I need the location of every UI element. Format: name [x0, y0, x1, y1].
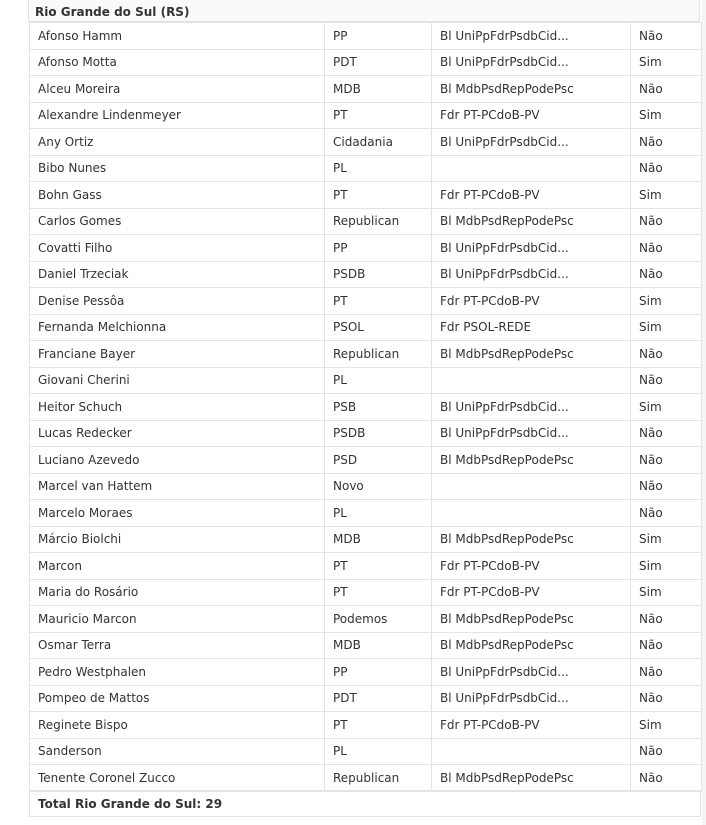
- bloc-cell: Bl MdbPsdRepPodePsc: [432, 765, 631, 792]
- bloc-cell: Fdr PT-PCdoB-PV: [432, 288, 631, 315]
- party-cell: PT: [325, 712, 432, 739]
- vote-cell: Sim: [631, 182, 702, 209]
- deputy-name-cell: Covatti Filho: [30, 235, 325, 262]
- deputy-name-cell: Tenente Coronel Zucco: [30, 765, 325, 792]
- vote-cell: Não: [631, 632, 702, 659]
- vote-cell: Não: [631, 765, 702, 792]
- party-cell: PL: [325, 738, 432, 765]
- bloc-cell: [432, 367, 631, 394]
- state-total: Total Rio Grande do Sul: 29: [29, 790, 701, 817]
- table-row: [30, 526, 702, 553]
- bloc-cell: Fdr PSOL-REDE: [432, 314, 631, 341]
- table-row: [30, 579, 702, 606]
- table-row: [30, 765, 702, 792]
- bloc-cell: Bl UniPpFdrPsdbCid...: [432, 261, 631, 288]
- table-row: [30, 367, 702, 394]
- bloc-cell: Bl UniPpFdrPsdbCid...: [432, 685, 631, 712]
- table-row: [30, 288, 702, 315]
- table-row: [30, 394, 702, 421]
- party-cell: PSB: [325, 394, 432, 421]
- table-row: [30, 712, 702, 739]
- vote-cell: Não: [631, 447, 702, 474]
- vote-cell: Sim: [631, 49, 702, 76]
- deputy-name-cell: Maria do Rosário: [30, 579, 325, 606]
- vote-cell: Sim: [631, 394, 702, 421]
- deputy-name-cell: Afonso Hamm: [30, 23, 325, 50]
- vote-cell: Sim: [631, 712, 702, 739]
- vote-cell: Não: [631, 659, 702, 686]
- deputy-name-cell: Heitor Schuch: [30, 394, 325, 421]
- bloc-cell: Bl MdbPsdRepPodePsc: [432, 208, 631, 235]
- table-row: [30, 155, 702, 182]
- party-cell: Republican: [325, 341, 432, 368]
- table-row: [30, 685, 702, 712]
- table-row: [30, 447, 702, 474]
- party-cell: Cidadania: [325, 129, 432, 156]
- deputy-name-cell: Osmar Terra: [30, 632, 325, 659]
- vote-cell: Não: [631, 500, 702, 527]
- bloc-cell: Bl UniPpFdrPsdbCid...: [432, 23, 631, 50]
- vote-cell: Não: [631, 685, 702, 712]
- vote-cell: Não: [631, 606, 702, 633]
- party-cell: PL: [325, 500, 432, 527]
- bloc-cell: [432, 500, 631, 527]
- party-cell: Republican: [325, 208, 432, 235]
- deputy-name-cell: Luciano Azevedo: [30, 447, 325, 474]
- bloc-cell: [432, 473, 631, 500]
- deputy-name-cell: Lucas Redecker: [30, 420, 325, 447]
- vote-cell: Não: [631, 473, 702, 500]
- deputy-name-cell: Any Ortiz: [30, 129, 325, 156]
- deputy-name-cell: Daniel Trzeciak: [30, 261, 325, 288]
- table-row: [30, 129, 702, 156]
- table-row: [30, 182, 702, 209]
- deputy-name-cell: Denise Pessôa: [30, 288, 325, 315]
- party-cell: PL: [325, 367, 432, 394]
- deputy-name-cell: Fernanda Melchionna: [30, 314, 325, 341]
- vote-cell: Não: [631, 261, 702, 288]
- party-cell: PT: [325, 553, 432, 580]
- deputy-name-cell: Carlos Gomes: [30, 208, 325, 235]
- vote-cell: Não: [631, 235, 702, 262]
- deputy-name-cell: Alceu Moreira: [30, 76, 325, 103]
- bloc-cell: Bl MdbPsdRepPodePsc: [432, 606, 631, 633]
- bloc-cell: Bl UniPpFdrPsdbCid...: [432, 49, 631, 76]
- table-row: [30, 261, 702, 288]
- table-row: [30, 102, 702, 129]
- party-cell: PT: [325, 579, 432, 606]
- table-row: [30, 235, 702, 262]
- table-row: [30, 606, 702, 633]
- party-cell: Podemos: [325, 606, 432, 633]
- party-cell: PDT: [325, 49, 432, 76]
- deputy-name-cell: Afonso Motta: [30, 49, 325, 76]
- deputy-name-cell: Franciane Bayer: [30, 341, 325, 368]
- party-cell: MDB: [325, 632, 432, 659]
- bloc-cell: Bl MdbPsdRepPodePsc: [432, 632, 631, 659]
- deputy-name-cell: Reginete Bispo: [30, 712, 325, 739]
- party-cell: PSDB: [325, 420, 432, 447]
- deputy-name-cell: Bohn Gass: [30, 182, 325, 209]
- vote-cell: Não: [631, 420, 702, 447]
- party-cell: PDT: [325, 685, 432, 712]
- party-cell: PSD: [325, 447, 432, 474]
- table-row: [30, 420, 702, 447]
- bloc-cell: Bl UniPpFdrPsdbCid...: [432, 420, 631, 447]
- party-cell: Novo: [325, 473, 432, 500]
- party-cell: PSDB: [325, 261, 432, 288]
- party-cell: PP: [325, 23, 432, 50]
- party-cell: PT: [325, 102, 432, 129]
- deputy-name-cell: Pompeo de Mattos: [30, 685, 325, 712]
- table-row: [30, 659, 702, 686]
- table-row: [30, 738, 702, 765]
- deputy-name-cell: Alexandre Lindenmeyer: [30, 102, 325, 129]
- party-cell: PSOL: [325, 314, 432, 341]
- bloc-cell: Fdr PT-PCdoB-PV: [432, 553, 631, 580]
- deputies-votes-table: [29, 22, 702, 792]
- bloc-cell: Bl UniPpFdrPsdbCid...: [432, 129, 631, 156]
- vote-cell: Não: [631, 155, 702, 182]
- bloc-cell: Bl MdbPsdRepPodePsc: [432, 76, 631, 103]
- deputy-name-cell: Marcelo Moraes: [30, 500, 325, 527]
- vote-cell: Sim: [631, 314, 702, 341]
- bloc-cell: [432, 738, 631, 765]
- party-cell: PP: [325, 235, 432, 262]
- vote-cell: Sim: [631, 288, 702, 315]
- table-row: [30, 341, 702, 368]
- vote-cell: Sim: [631, 553, 702, 580]
- table-row: [30, 553, 702, 580]
- bloc-cell: Fdr PT-PCdoB-PV: [432, 712, 631, 739]
- vote-cell: Não: [631, 367, 702, 394]
- party-cell: MDB: [325, 526, 432, 553]
- table-row: [30, 208, 702, 235]
- vote-cell: Sim: [631, 102, 702, 129]
- vote-cell: Não: [631, 129, 702, 156]
- deputy-name-cell: Mauricio Marcon: [30, 606, 325, 633]
- vote-cell: Não: [631, 208, 702, 235]
- table-row: [30, 473, 702, 500]
- vote-cell: Não: [631, 341, 702, 368]
- deputy-name-cell: Marcon: [30, 553, 325, 580]
- table-row: [30, 49, 702, 76]
- bloc-cell: [432, 155, 631, 182]
- deputy-name-cell: Sanderson: [30, 738, 325, 765]
- bloc-cell: Bl UniPpFdrPsdbCid...: [432, 659, 631, 686]
- deputies-table-body: [30, 23, 702, 792]
- table-row: [30, 76, 702, 103]
- party-cell: MDB: [325, 76, 432, 103]
- bloc-cell: Bl UniPpFdrPsdbCid...: [432, 394, 631, 421]
- deputy-name-cell: Bibo Nunes: [30, 155, 325, 182]
- party-cell: PT: [325, 288, 432, 315]
- deputy-name-cell: Pedro Westphalen: [30, 659, 325, 686]
- vote-cell: Não: [631, 76, 702, 103]
- table-row: [30, 632, 702, 659]
- bloc-cell: Bl MdbPsdRepPodePsc: [432, 447, 631, 474]
- vote-cell: Não: [631, 738, 702, 765]
- party-cell: Republican: [325, 765, 432, 792]
- bloc-cell: Fdr PT-PCdoB-PV: [432, 182, 631, 209]
- party-cell: PT: [325, 182, 432, 209]
- bloc-cell: Bl UniPpFdrPsdbCid...: [432, 235, 631, 262]
- bloc-cell: Fdr PT-PCdoB-PV: [432, 579, 631, 606]
- deputy-name-cell: Giovani Cherini: [30, 367, 325, 394]
- deputy-name-cell: Márcio Biolchi: [30, 526, 325, 553]
- party-cell: PP: [325, 659, 432, 686]
- vote-cell: Sim: [631, 579, 702, 606]
- state-section-header: Rio Grande do Sul (RS): [28, 0, 700, 22]
- bloc-cell: Fdr PT-PCdoB-PV: [432, 102, 631, 129]
- vote-cell: Sim: [631, 526, 702, 553]
- table-row: [30, 314, 702, 341]
- bloc-cell: Bl MdbPsdRepPodePsc: [432, 526, 631, 553]
- table-row: [30, 500, 702, 527]
- bloc-cell: Bl MdbPsdRepPodePsc: [432, 341, 631, 368]
- scrollbar-track[interactable]: [702, 0, 706, 825]
- deputy-name-cell: Marcel van Hattem: [30, 473, 325, 500]
- table-row: [30, 23, 702, 50]
- vote-cell: Não: [631, 23, 702, 50]
- party-cell: PL: [325, 155, 432, 182]
